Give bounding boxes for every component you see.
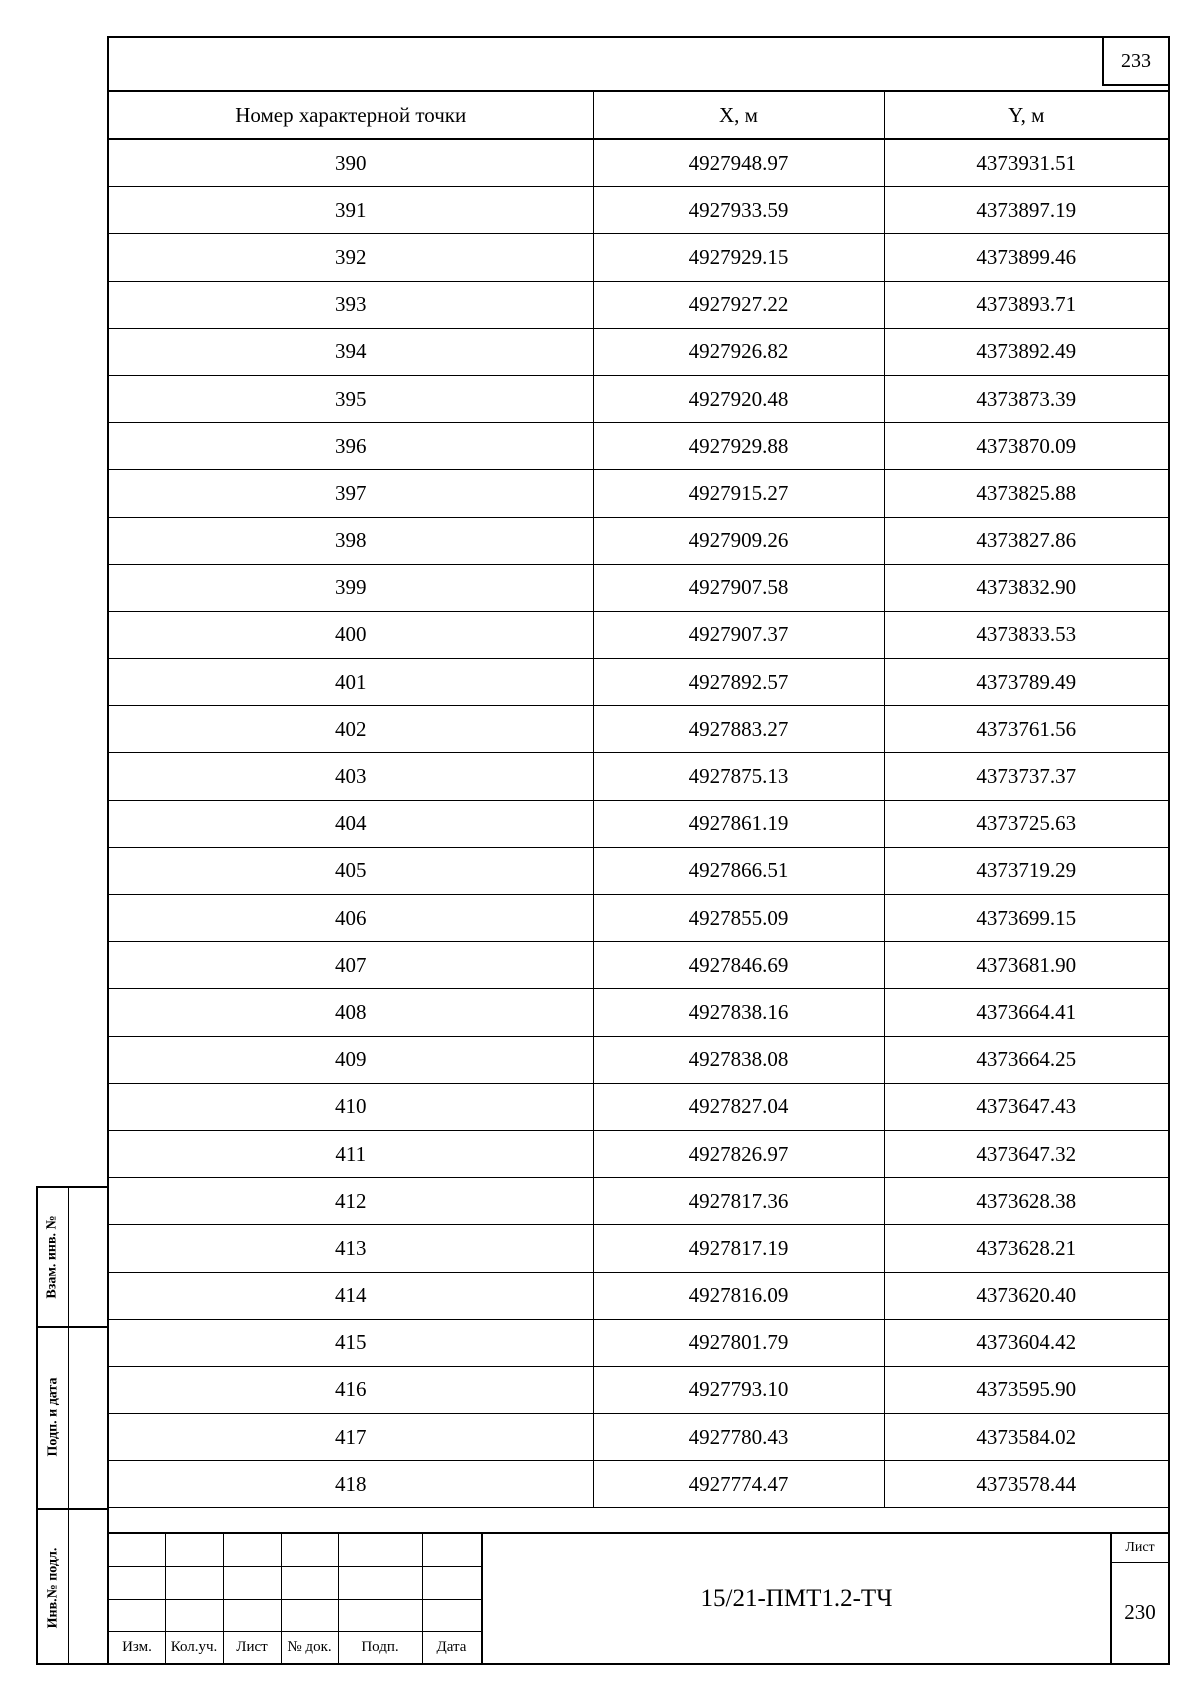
title-block xyxy=(109,1532,1168,1663)
caption-change: Изм. xyxy=(122,1638,152,1655)
cell-x: 4927838.16 xyxy=(593,989,884,1036)
cell-y: 4373664.25 xyxy=(884,1036,1168,1083)
cell-point-number: 393 xyxy=(109,281,593,328)
table-row xyxy=(109,1083,1168,1130)
table-row xyxy=(109,375,1168,422)
cell-point-number: 415 xyxy=(109,1319,593,1366)
header-y: Y, м xyxy=(884,92,1168,139)
caption-signature: Подп. xyxy=(361,1638,399,1655)
cell-x: 4927909.26 xyxy=(593,517,884,564)
cell-y: 4373833.53 xyxy=(884,611,1168,658)
cell-y: 4373647.32 xyxy=(884,1130,1168,1177)
table-row xyxy=(109,659,1168,706)
table-row xyxy=(109,470,1168,517)
table-row xyxy=(109,1272,1168,1319)
cell-y: 4373893.71 xyxy=(884,281,1168,328)
cell-x: 4927826.97 xyxy=(593,1130,884,1177)
side-label-original-inv xyxy=(38,1508,68,1667)
grid-row-line xyxy=(109,1566,481,1567)
cell-point-number: 396 xyxy=(109,423,593,470)
caption-sheet: Лист xyxy=(236,1638,268,1655)
header-x: X, м xyxy=(593,92,884,139)
sheet-box xyxy=(1110,1534,1168,1663)
cell-x: 4927907.58 xyxy=(593,564,884,611)
table-row xyxy=(109,234,1168,281)
cell-x: 4927866.51 xyxy=(593,847,884,894)
table-row xyxy=(109,517,1168,564)
caption-count: Кол.уч. xyxy=(170,1638,218,1655)
caption-doc-number: № док. xyxy=(287,1638,332,1655)
cell-point-number: 402 xyxy=(109,706,593,753)
side-strip-divider xyxy=(68,1188,69,1663)
side-label-signature-date xyxy=(38,1326,68,1508)
cell-point-number: 392 xyxy=(109,234,593,281)
cell-y: 4373620.40 xyxy=(884,1272,1168,1319)
cell-point-number: 399 xyxy=(109,564,593,611)
cell-point-number: 397 xyxy=(109,470,593,517)
table-row xyxy=(109,139,1168,187)
table-row xyxy=(109,1130,1168,1177)
cell-point-number: 390 xyxy=(109,139,593,187)
cell-point-number: 398 xyxy=(109,517,593,564)
cell-x: 4927793.10 xyxy=(593,1366,884,1413)
cell-y: 4373825.88 xyxy=(884,470,1168,517)
cell-x: 4927838.08 xyxy=(593,1036,884,1083)
cell-point-number: 394 xyxy=(109,328,593,375)
table-row xyxy=(109,989,1168,1036)
table-row xyxy=(109,1461,1168,1508)
cell-x: 4927915.27 xyxy=(593,470,884,517)
side-stamp-strip xyxy=(36,1186,107,1665)
cell-y: 4373578.44 xyxy=(884,1461,1168,1508)
table-row xyxy=(109,187,1168,234)
cell-y: 4373681.90 xyxy=(884,942,1168,989)
table-row xyxy=(109,1036,1168,1083)
cell-point-number: 416 xyxy=(109,1366,593,1413)
document-code: 15/21-ПМТ1.2-ТЧ xyxy=(700,1584,893,1612)
cell-x: 4927816.09 xyxy=(593,1272,884,1319)
table-body xyxy=(109,139,1168,1508)
table-row xyxy=(109,611,1168,658)
cell-y: 4373897.19 xyxy=(884,187,1168,234)
cell-point-number: 391 xyxy=(109,187,593,234)
cell-point-number: 410 xyxy=(109,1083,593,1130)
cell-point-number: 395 xyxy=(109,375,593,422)
cell-point-number: 403 xyxy=(109,753,593,800)
table-row xyxy=(109,800,1168,847)
cell-y: 4373699.15 xyxy=(884,895,1168,942)
table-row xyxy=(109,564,1168,611)
cell-x: 4927883.27 xyxy=(593,706,884,753)
cell-y: 4373647.43 xyxy=(884,1083,1168,1130)
table-row xyxy=(109,847,1168,894)
table-row xyxy=(109,1366,1168,1413)
cell-point-number: 408 xyxy=(109,989,593,1036)
cell-x: 4927933.59 xyxy=(593,187,884,234)
caption-date: Дата xyxy=(436,1638,467,1655)
top-strip xyxy=(109,38,1168,92)
side-label-text: Подп. и дата xyxy=(45,1377,60,1457)
cell-x: 4927892.57 xyxy=(593,659,884,706)
cell-y: 4373832.90 xyxy=(884,564,1168,611)
cell-point-number: 412 xyxy=(109,1178,593,1225)
cell-x: 4927875.13 xyxy=(593,753,884,800)
cell-y: 4373584.02 xyxy=(884,1414,1168,1461)
cell-point-number: 411 xyxy=(109,1130,593,1177)
cell-y: 4373719.29 xyxy=(884,847,1168,894)
cell-x: 4927846.69 xyxy=(593,942,884,989)
sheet-label: Лист xyxy=(1112,1534,1168,1563)
cell-point-number: 404 xyxy=(109,800,593,847)
cell-y: 4373870.09 xyxy=(884,423,1168,470)
revision-grid xyxy=(109,1534,483,1663)
cell-point-number: 409 xyxy=(109,1036,593,1083)
side-label-text: Инв.№ подл. xyxy=(45,1547,60,1628)
cell-y: 4373892.49 xyxy=(884,328,1168,375)
cell-x: 4927780.43 xyxy=(593,1414,884,1461)
cell-y: 4373761.56 xyxy=(884,706,1168,753)
cell-x: 4927927.22 xyxy=(593,281,884,328)
table-row xyxy=(109,895,1168,942)
table-row xyxy=(109,423,1168,470)
cell-x: 4927817.19 xyxy=(593,1225,884,1272)
cell-x: 4927827.04 xyxy=(593,1083,884,1130)
page-number-top: 233 xyxy=(1102,38,1168,86)
header-point-number: Номер характерной точки xyxy=(109,92,593,139)
cell-point-number: 417 xyxy=(109,1414,593,1461)
cell-point-number: 407 xyxy=(109,942,593,989)
table-row xyxy=(109,706,1168,753)
cell-y: 4373595.90 xyxy=(884,1366,1168,1413)
cell-x: 4927948.97 xyxy=(593,139,884,187)
table-row xyxy=(109,1414,1168,1461)
side-label-replacement-inv xyxy=(38,1188,68,1326)
cell-point-number: 400 xyxy=(109,611,593,658)
cell-x: 4927801.79 xyxy=(593,1319,884,1366)
drawing-frame xyxy=(107,36,1170,1665)
cell-y: 4373789.49 xyxy=(884,659,1168,706)
coordinates-table xyxy=(109,92,1168,1508)
cell-y: 4373873.39 xyxy=(884,375,1168,422)
cell-x: 4927774.47 xyxy=(593,1461,884,1508)
cell-x: 4927817.36 xyxy=(593,1178,884,1225)
cell-y: 4373604.42 xyxy=(884,1319,1168,1366)
table-row xyxy=(109,1319,1168,1366)
grid-row-line xyxy=(109,1599,481,1600)
table-row xyxy=(109,753,1168,800)
cell-x: 4927929.15 xyxy=(593,234,884,281)
cell-y: 4373628.38 xyxy=(884,1178,1168,1225)
cell-x: 4927926.82 xyxy=(593,328,884,375)
cell-x: 4927861.19 xyxy=(593,800,884,847)
cell-y: 4373725.63 xyxy=(884,800,1168,847)
table-row xyxy=(109,328,1168,375)
sheet-number: 230 xyxy=(1124,1600,1156,1624)
cell-point-number: 413 xyxy=(109,1225,593,1272)
table-header-row xyxy=(109,92,1168,139)
table-row xyxy=(109,942,1168,989)
cell-y: 4373899.46 xyxy=(884,234,1168,281)
table-row xyxy=(109,1178,1168,1225)
table-row xyxy=(109,1225,1168,1272)
side-label-text: Взам. инв. № xyxy=(45,1215,61,1299)
cell-x: 4927855.09 xyxy=(593,895,884,942)
cell-y: 4373827.86 xyxy=(884,517,1168,564)
cell-point-number: 406 xyxy=(109,895,593,942)
cell-point-number: 414 xyxy=(109,1272,593,1319)
cell-y: 4373931.51 xyxy=(884,139,1168,187)
cell-point-number: 405 xyxy=(109,847,593,894)
cell-y: 4373628.21 xyxy=(884,1225,1168,1272)
cell-point-number: 418 xyxy=(109,1461,593,1508)
cell-x: 4927920.48 xyxy=(593,375,884,422)
cell-x: 4927907.37 xyxy=(593,611,884,658)
table-row xyxy=(109,281,1168,328)
cell-point-number: 401 xyxy=(109,659,593,706)
cell-y: 4373664.41 xyxy=(884,989,1168,1036)
cell-y: 4373737.37 xyxy=(884,753,1168,800)
cell-x: 4927929.88 xyxy=(593,423,884,470)
